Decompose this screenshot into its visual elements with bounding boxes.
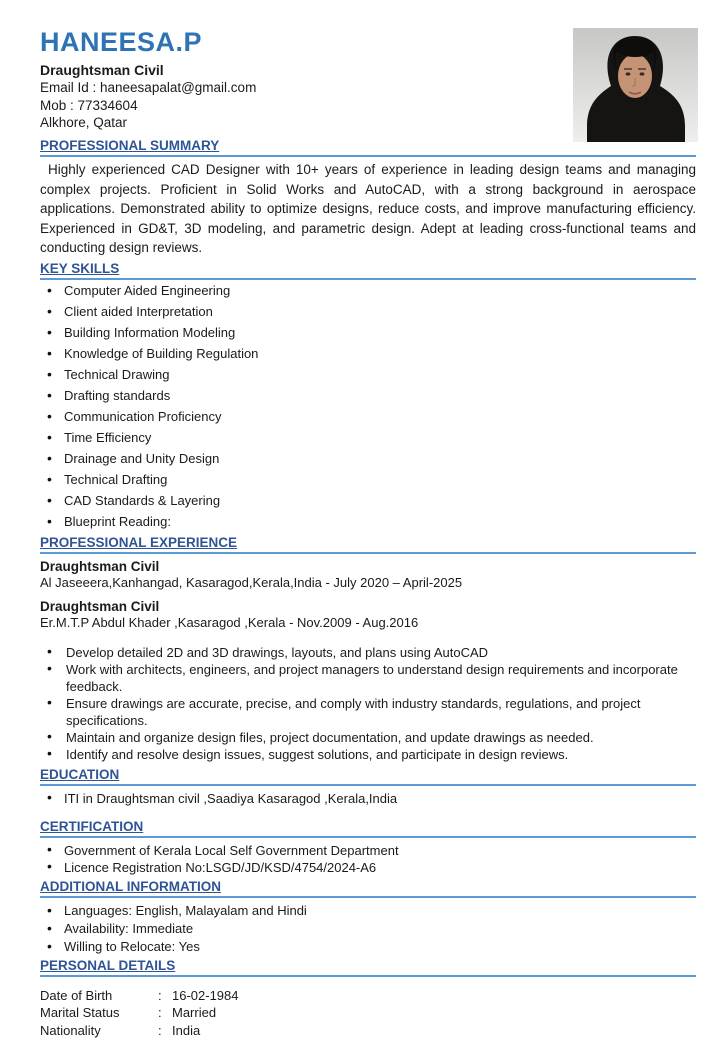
additional-information-item: • Willing to Relocate: Yes bbox=[40, 938, 696, 956]
skill-item: • Computer Aided Engineering bbox=[40, 283, 696, 302]
education-item: • ITI in Draughtsman civil ,Saadiya Kasaragod ,Kerala,India bbox=[40, 790, 696, 807]
section-additional-information bbox=[40, 879, 696, 956]
duty-item: • Maintain and organize design files, project documentation, and update drawings as needed. bbox=[40, 729, 696, 746]
personal-detail-value: 16-02-1984 bbox=[172, 987, 239, 1005]
personal-detail-separator: : bbox=[158, 1022, 172, 1039]
section-heading-text: CERTIFICATION bbox=[40, 819, 143, 834]
section-key-skills bbox=[40, 261, 696, 533]
header bbox=[40, 26, 696, 134]
skill-item: • Drafting standards bbox=[40, 388, 696, 407]
mobile-line: Mob : 77334604 bbox=[40, 97, 696, 115]
section-heading-education bbox=[40, 767, 696, 786]
section-heading-text: ADDITIONAL INFORMATION bbox=[40, 879, 221, 894]
personal-detail-row bbox=[40, 987, 696, 1005]
key-skills-list bbox=[40, 283, 696, 533]
personal-detail-row bbox=[40, 1022, 696, 1039]
personal-detail-value: Married bbox=[172, 1004, 216, 1022]
candidate-name: HANEESA.P bbox=[40, 26, 696, 58]
job-detail: Er.M.T.P Abdul Khader ,Kasaragod ,Kerala - Nov.2009 - Aug.2016 bbox=[40, 615, 696, 632]
skill-item: • Time Efficiency bbox=[40, 430, 696, 449]
job-title: Draughtsman Civil bbox=[40, 599, 696, 616]
certification-item: • Licence Registration No:LSGD/JD/KSD/4754/2024-A6 bbox=[40, 859, 696, 877]
duty-item: • Identify and resolve design issues, suggest solutions, and participate in design reviews. bbox=[40, 746, 696, 763]
personal-detail-row bbox=[40, 1004, 696, 1022]
professional-summary-text: Highly experienced CAD Designer with 10+ years of experience in leading design teams and managing complex projects. Proficient in Solid Works and AutoCAD, with a strong background in aerospace applications. Demonstrated ability to optimize designs, reduce costs, and improve manufacturing efficiency. Experienced in GD&T, 3D modeling, and parametric design. Adept at leading cross-functional teams and conducting design reviews. bbox=[40, 160, 696, 258]
duty-item: • Develop detailed 2D and 3D drawings, layouts, and plans using AutoCAD bbox=[40, 644, 696, 661]
personal-detail-label: Marital Status bbox=[40, 1004, 158, 1022]
additional-information-item: • Languages: English, Malayalam and Hindi bbox=[40, 902, 696, 920]
candidate-job-title: Draughtsman Civil bbox=[40, 61, 696, 79]
section-heading-key-skills bbox=[40, 261, 696, 280]
section-certification bbox=[40, 819, 696, 877]
certification-list bbox=[40, 842, 696, 877]
email-line: Email Id : haneesapalat@gmail.com bbox=[40, 79, 696, 97]
skill-item: • Building Information Modeling bbox=[40, 325, 696, 344]
section-heading-text: PROFESSIONAL EXPERIENCE bbox=[40, 535, 237, 550]
skill-item: • Drainage and Unity Design bbox=[40, 451, 696, 470]
section-education bbox=[40, 767, 696, 807]
section-heading-text: PERSONAL DETAILS bbox=[40, 958, 175, 973]
personal-detail-label: Nationality bbox=[40, 1022, 158, 1039]
additional-information-list bbox=[40, 902, 696, 956]
skill-item: • Knowledge of Building Regulation bbox=[40, 346, 696, 365]
personal-details-rows bbox=[40, 987, 696, 1039]
personal-detail-separator: : bbox=[158, 987, 172, 1005]
skill-item: • Communication Proficiency bbox=[40, 409, 696, 428]
location-line: Alkhore, Qatar bbox=[40, 114, 696, 132]
education-list bbox=[40, 790, 696, 807]
duty-item: • Ensure drawings are accurate, precise, and comply with industry standards, regulations, and project specifications. bbox=[40, 695, 696, 729]
portrait-illustration bbox=[573, 28, 698, 142]
section-heading-text: PROFESSIONAL SUMMARY bbox=[40, 138, 219, 153]
personal-detail-value: India bbox=[172, 1022, 200, 1039]
job-detail: Al Jaseeera,Kanhangad, Kasaragod,Kerala,India - July 2020 – April-2025 bbox=[40, 575, 696, 592]
section-heading-personal-details bbox=[40, 958, 696, 977]
additional-information-item: • Availability: Immediate bbox=[40, 920, 696, 938]
personal-detail-label: Date of Birth bbox=[40, 987, 158, 1005]
skill-item: • Technical Drawing bbox=[40, 367, 696, 386]
skill-item: • Client aided Interpretation bbox=[40, 304, 696, 323]
section-heading-additional-information bbox=[40, 879, 696, 898]
duties-list bbox=[40, 644, 696, 763]
job-entry bbox=[40, 559, 696, 592]
profile-photo bbox=[573, 28, 698, 142]
section-heading-certification bbox=[40, 819, 696, 838]
personal-detail-separator: : bbox=[158, 1004, 172, 1022]
section-professional-summary bbox=[40, 138, 696, 258]
section-personal-details bbox=[40, 958, 696, 1039]
section-professional-experience bbox=[40, 535, 696, 763]
section-heading-text: KEY SKILLS bbox=[40, 261, 119, 276]
job-entry bbox=[40, 599, 696, 632]
section-heading-text: EDUCATION bbox=[40, 767, 119, 782]
skill-item: • Blueprint Reading: bbox=[40, 514, 696, 533]
duty-item: • Work with architects, engineers, and project managers to understand design requirements and incorporate feedback. bbox=[40, 661, 696, 695]
certification-item: • Government of Kerala Local Self Government Department bbox=[40, 842, 696, 860]
skill-item: • Technical Drafting bbox=[40, 472, 696, 491]
job-title: Draughtsman Civil bbox=[40, 559, 696, 576]
skill-item: • CAD Standards & Layering bbox=[40, 493, 696, 512]
jobs-list bbox=[40, 559, 696, 632]
section-heading-professional-experience bbox=[40, 535, 696, 554]
